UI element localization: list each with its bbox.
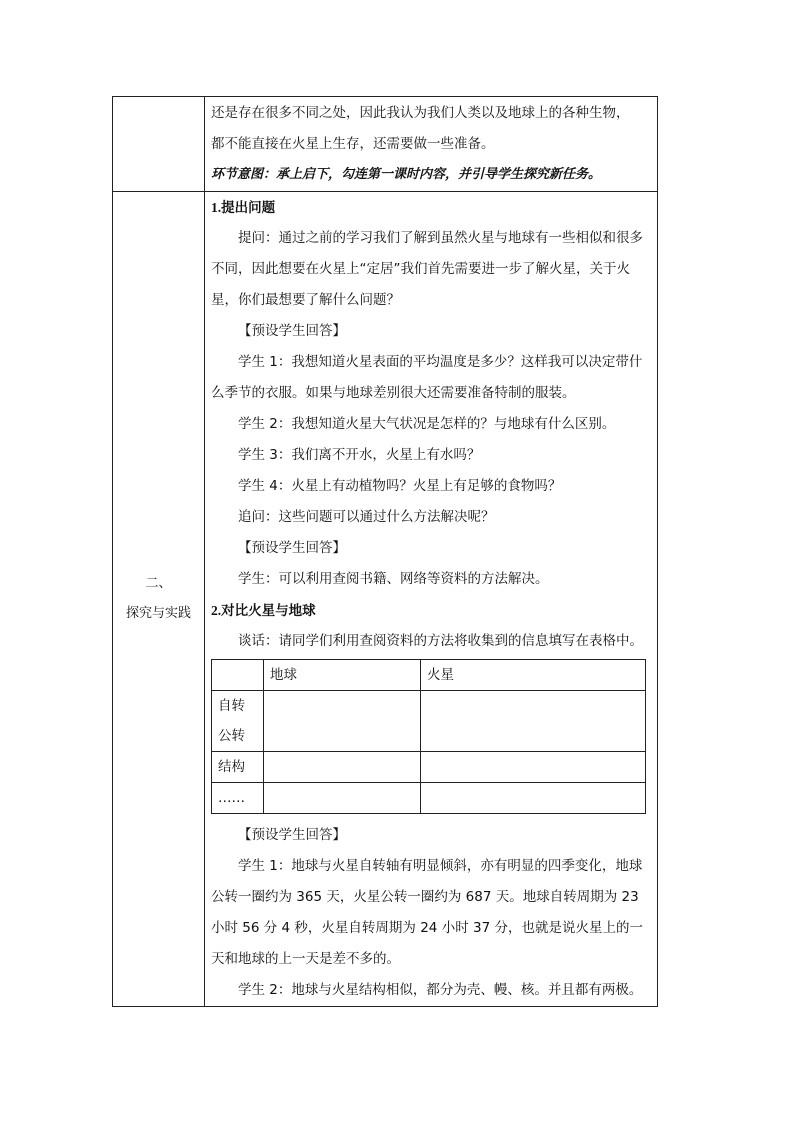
section-1-heading: 1.提出问题	[211, 200, 276, 215]
stage-title: 探究与实践	[125, 606, 191, 621]
preset-answer-label-3: 【预设学生回答】	[238, 827, 346, 843]
header-cell-mars: 火星	[421, 660, 646, 691]
comparison-answer-1: 学生 1：地球与火星自转轴有明显倾斜，亦有明显的四季变化，地球公转一圈约为 365 天，火星公转一圈约为 687 天。地球自转周期为 23 小时 56 分 4 秒，火星自转周期为 24 小时 37 分，也就是说火星上的一天和地球的上一天是差不多的。	[211, 858, 643, 967]
preset-answer-label: 【预设学生回答】	[238, 323, 346, 339]
comparison-answer-2: 学生 2：地球与火星结构相似，都分为壳、幔、核。并且都有两极。	[238, 982, 643, 998]
student-answer-3: 学生 3：我们离不开水，火星上有水吗？	[238, 447, 481, 463]
lesson-plan-table	[112, 96, 658, 1007]
table-row	[212, 691, 646, 752]
row-label-structure: 结构	[212, 752, 264, 783]
row-label-rotation: 自转	[218, 698, 245, 714]
stage-number: 二、	[145, 576, 172, 591]
followup-question: 追问：这些问题可以通过什么方法解决呢？	[238, 509, 495, 525]
student-answer-final: 学生：可以利用查阅书籍、网络等资料的方法解决。	[238, 571, 549, 587]
intro-content-cell	[205, 97, 658, 192]
student-answer-2: 学生 2：我想知道火星大气状况是怎样的？与地球有什么区别。	[238, 416, 616, 432]
intro-line-2: 都不能直接在火星上生存，还需要做一些准备。	[211, 136, 495, 152]
stage-content-cell	[205, 192, 658, 1007]
row-label-rotation-revolution	[212, 691, 264, 752]
earth-structure-cell[interactable]	[264, 752, 421, 783]
earth-more-cell[interactable]	[264, 783, 421, 814]
row-label-revolution: 公转	[218, 728, 245, 744]
table-row-stage-2	[113, 192, 658, 1007]
table-row	[212, 752, 646, 783]
stage-cell-empty	[113, 97, 205, 192]
mars-structure-cell[interactable]	[421, 752, 646, 783]
row-label-more: ……	[212, 783, 264, 814]
stage-label-cell	[113, 192, 205, 1007]
header-cell-empty	[212, 660, 264, 691]
mars-rotation-cell[interactable]	[421, 691, 646, 752]
question-text: 提问：通过之前的学习我们了解到虽然火星与地球有一些相似和很多不同，因此想要在火星上“定居”我们首先需要进一步了解火星，关于火星，你们最想要了解什么问题？	[211, 230, 643, 308]
table-row	[212, 783, 646, 814]
table-row	[212, 660, 646, 691]
intro-line-1: 还是存在很多不同之处，因此我认为我们人类以及地球上的各种生物，	[211, 105, 630, 121]
mars-more-cell[interactable]	[421, 783, 646, 814]
section-2-heading: 2.对比火星与地球	[211, 603, 316, 618]
comparison-table	[211, 659, 646, 814]
table-row-intro	[113, 97, 658, 192]
talk-text: 谈话：请同学们利用查阅资料的方法将收集到的信息填写在表格中。	[238, 633, 643, 649]
student-answer-1: 学生 1：我想知道火星表面的平均温度是多少？这样我可以决定带什么季节的衣服。如果与地球差别很大还需要准备特制的服装。	[211, 354, 643, 401]
preset-answer-label-2: 【预设学生回答】	[238, 540, 346, 556]
design-intent-note: 环节意图：承上启下，勾连第一课时内容，并引导学生探究新任务。	[211, 167, 602, 182]
earth-rotation-cell[interactable]	[264, 691, 421, 752]
student-answer-4: 学生 4：火星上有动植物吗？火星上有足够的食物吗？	[238, 478, 562, 494]
header-cell-earth: 地球	[264, 660, 421, 691]
